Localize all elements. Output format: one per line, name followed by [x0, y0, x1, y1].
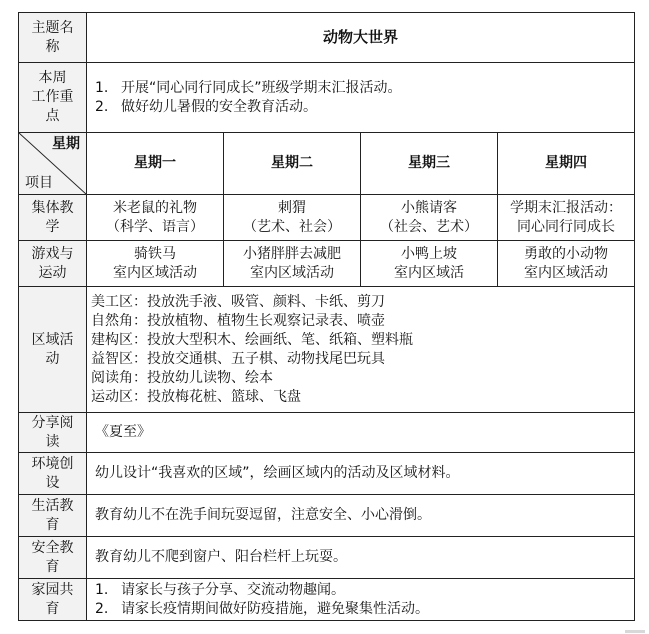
weekday-header-row [19, 133, 635, 195]
area-line: 自然角：投放植物、植物生长观察记录表、喷壶 [91, 312, 385, 329]
environment-row [19, 453, 635, 495]
home-school-list [87, 579, 635, 621]
page-corner-mark [625, 630, 645, 633]
teaching-thu: 学期末汇报活动： 同心同行同成长 [498, 195, 635, 241]
group-teaching-row [19, 195, 635, 241]
environment-value: 幼儿设计“我喜欢的区域”，绘画区域内的活动及区域材料。 [87, 453, 635, 495]
teaching-tue: 刺猬 （艺术、社会） [224, 195, 361, 241]
shared-reading-value: 《夏至》 [87, 413, 635, 453]
diagonal-header-cell [19, 133, 87, 195]
life-education-value: 教育幼儿不在洗手间玩耍逗留，注意安全、小心滑倒。 [87, 495, 635, 537]
life-education-label: 生活教 育 [19, 495, 87, 537]
day-monday: 星期一 [87, 133, 224, 195]
games-sports-row [19, 241, 635, 287]
day-wednesday: 星期三 [361, 133, 498, 195]
home-school-row [19, 579, 635, 621]
area-line: 建构区：投放大型积木、绘画纸、笔、纸箱、塑料瓶 [91, 331, 413, 348]
weekly-focus-list [87, 63, 635, 133]
area-line: 美工区：投放洗手液、吸管、颜料、卡纸、剪刀 [91, 293, 385, 310]
shared-reading-label: 分享阅 读 [19, 413, 87, 453]
teaching-wed: 小熊请客 （社会、艺术） [361, 195, 498, 241]
weekly-plan-table [18, 12, 635, 621]
day-thursday: 星期四 [498, 133, 635, 195]
safety-education-row [19, 537, 635, 579]
area-line: 阅读角：投放幼儿读物、绘本 [91, 369, 273, 386]
teaching-mon: 米老鼠的礼物 （科学、语言） [87, 195, 224, 241]
day-tuesday: 星期二 [224, 133, 361, 195]
diag-top-label: 星期 [52, 136, 80, 152]
home-school-item: 2. 请家长疫情期间做好防疫措施，避免聚集性活动。 [95, 600, 429, 617]
group-teaching-label: 集体教 学 [19, 195, 87, 241]
weekly-focus-label: 本周 工作重 点 [19, 63, 87, 133]
home-school-item: 1. 请家长与孩子分享、交流动物趣闻。 [95, 581, 345, 598]
area-activities-label: 区域活 动 [19, 287, 87, 413]
theme-row [19, 13, 635, 63]
safety-education-label: 安全教 育 [19, 537, 87, 579]
weekly-focus-row [19, 63, 635, 133]
games-sports-label: 游戏与 运动 [19, 241, 87, 287]
environment-label: 环境创 设 [19, 453, 87, 495]
home-school-label: 家园共 育 [19, 579, 87, 621]
area-activities-list [87, 287, 635, 413]
safety-education-value: 教育幼儿不爬到窗户、阳台栏杆上玩耍。 [87, 537, 635, 579]
games-mon: 骑铁马 室内区域活动 [87, 241, 224, 287]
area-line: 运动区：投放梅花桩、篮球、飞盘 [91, 388, 301, 405]
diag-bottom-label: 项目 [25, 175, 53, 191]
area-activities-row [19, 287, 635, 413]
theme-value: 动物大世界 [87, 13, 635, 63]
shared-reading-row [19, 413, 635, 453]
games-wed: 小鸭上坡 室内区域活 [361, 241, 498, 287]
focus-item: 1. 开展“同心同行同成长”班级学期末汇报活动。 [95, 79, 402, 96]
games-tue: 小猪胖胖去减肥 室内区域活动 [224, 241, 361, 287]
life-education-row [19, 495, 635, 537]
area-line: 益智区：投放交通棋、五子棋、动物找尾巴玩具 [91, 350, 385, 367]
theme-label: 主题名 称 [19, 13, 87, 63]
games-thu: 勇敢的小动物 室内区域活动 [498, 241, 635, 287]
focus-item: 2. 做好幼儿暑假的安全教育活动。 [95, 98, 317, 115]
